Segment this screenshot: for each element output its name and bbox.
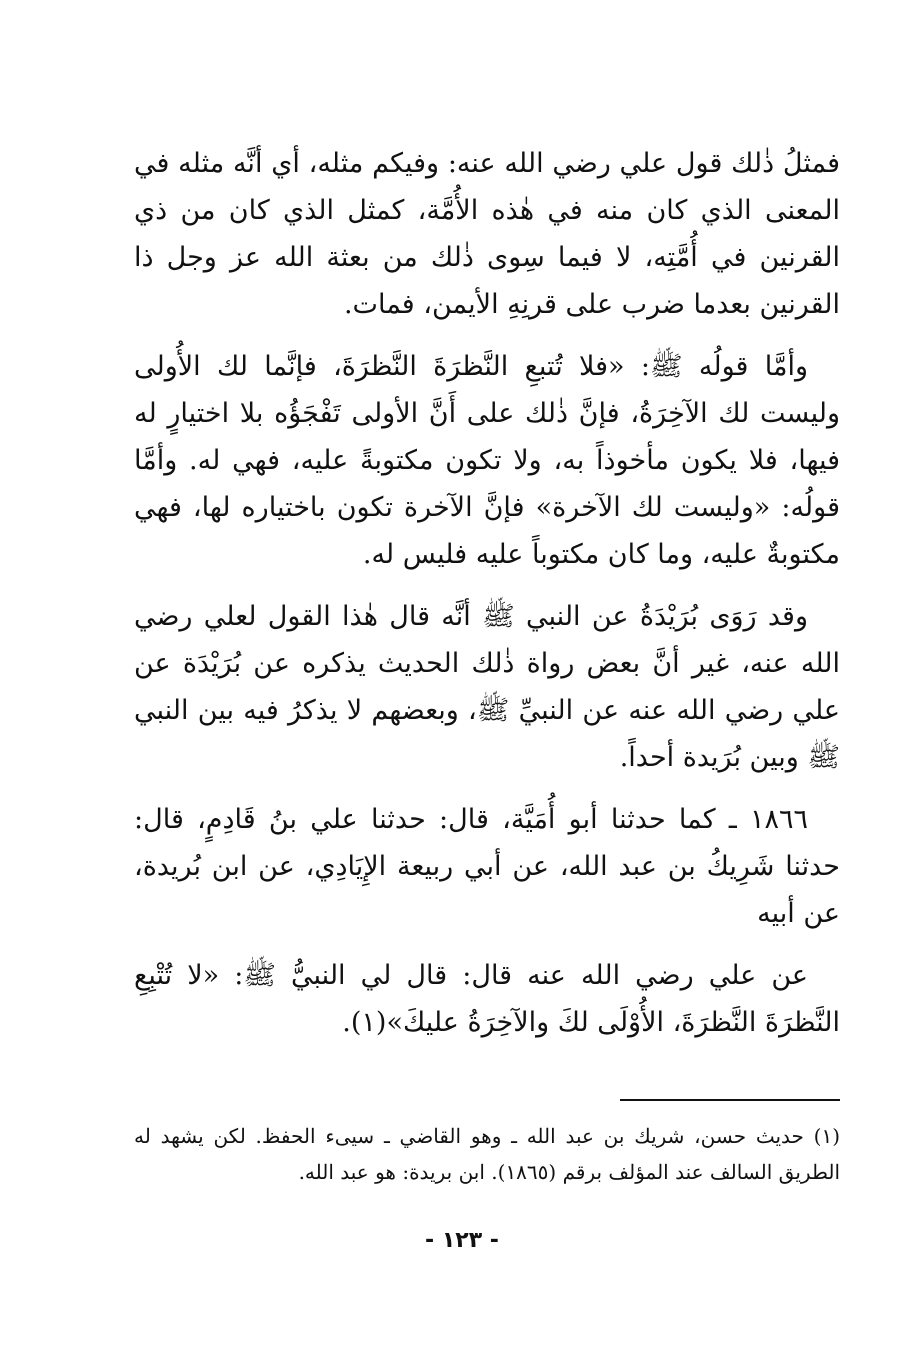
main-text (134, 140, 840, 1046)
paragraph-commentary-2: وأمَّا قولُه ﷺ: «فلا تُتبعِ النَّظرَةَ النَّظرَةَ، فإنَّما لك الأُولى وليست لك الآخِرَةُ، فإنَّ ذٰلك على أَنَّ الأولى تَفْجَؤُه بلا اختيارٍ له فيها، فلا يكون مأخوذاً به، ولا تكون مكتوبةً عليه، فهي له. وأمَّا قولُه: «وليست لك الآخرة» فإنَّ الآخرة تكون باختياره لها، فهي مكتوبةٌ عليه، وما كان مكتوباً عليه فليس له. (134, 351, 840, 570)
paragraph-hadith-text: عن علي رضي الله عنه قال: قال لي النبيُّ ﷺ: «لا تُتْبِعِ النَّظرَةَ النَّظرَةَ، الأُوْلَى لكَ والآخِرَةُ عليكَ»(١). (134, 960, 840, 1038)
paragraph-hadith-chain: ١٨٦٦ ـ كما حدثنا أبو أُمَيَّة، قال: حدثنا علي بنُ قَادِمٍ، قال: حدثنا شَرِيكُ بن عبد الله، عن أبي ربيعة الإِيَادِي، عن ابن بُريدة، عن أبيه (134, 804, 840, 929)
paragraph-commentary-1: فمثلُ ذٰلك قول علي رضي الله عنه: وفيكم مثله، أي أنَّه مثله في المعنى الذي كان منه في هٰذه الأُمَّة، كمثل الذي كان من ذي القرنين في أُمَّتِه، لا فيما سِوى ذٰلك من بعثة الله عز وجل ذا القرنين بعدما ضرب على قرنِهِ الأيمن، فمات. (134, 148, 840, 320)
paragraph-commentary-3: وقد رَوَى بُرَيْدَةُ عن النبي ﷺ أنَّه قال هٰذا القول لعلي رضي الله عنه، غير أنَّ بعض رواة ذٰلك الحديث يذكره عن بُرَيْدَة عن علي رضي الله عنه عن النبيِّ ﷺ، وبعضهم لا يذكرُ فيه بين النبي ﷺ وبين بُرَيدة أحداً. (134, 601, 840, 773)
page-number: - ١٢٣ - (425, 1228, 499, 1253)
footnote: (١) حديث حسن، شريك بن عبد الله ـ وهو القاضي ـ سيىء الحفظ. لكن يشهد له الطريق السالف عند المؤلف برقم (١٨٦٥). ابن بريدة: هو عبد الله. (134, 1124, 840, 1184)
footnote-divider (620, 1099, 840, 1101)
